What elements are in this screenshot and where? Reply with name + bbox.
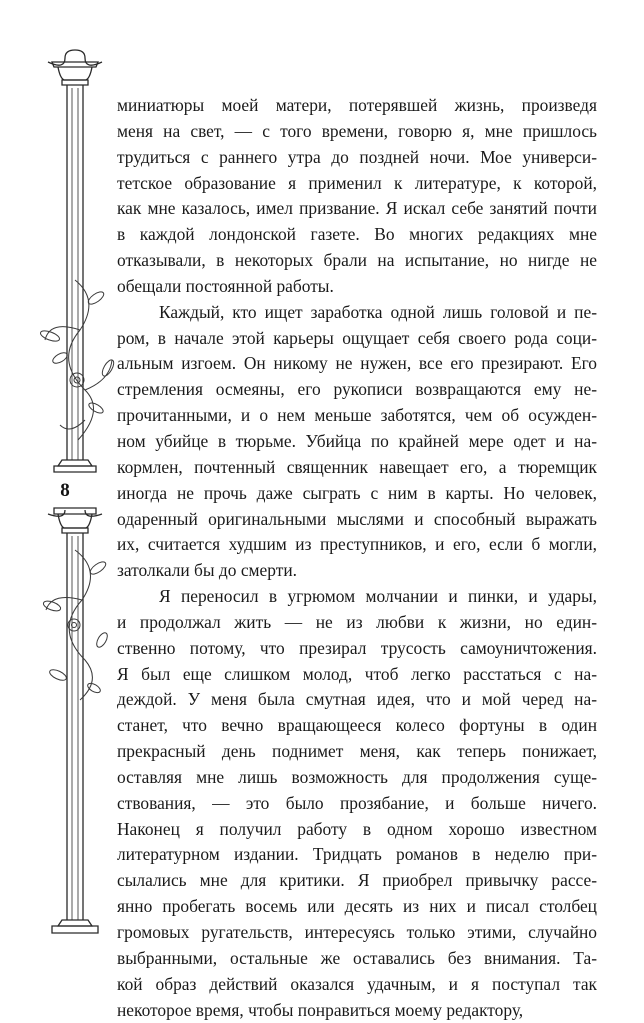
text-line: оставляя мне лишь возможность для продолжения суще- [117, 766, 597, 787]
text-line: и продолжал жить — не из любви к жизни, но един- [117, 611, 597, 632]
text-line: затолкали бы до смерти. [117, 560, 297, 581]
text-line: их, считается худшим из преступников, и его, если б могли, [117, 534, 597, 555]
text-line: ственно потому, что презирал трусость самоуничтожения. [117, 637, 597, 658]
text-line: янно пробегать восемь или десять из них и писал столбец [117, 896, 597, 917]
text-line: как мне казалось, имел призвание. Я искал себе занятий почти [117, 198, 597, 219]
text-line: литературном издании. Тридцать романов в неделю при- [117, 844, 597, 865]
text-line: сылались мне для критики. Я приобрел привычку рассе- [117, 870, 597, 891]
text-line: стремления осмеяны, его рукописи возвращаются ему не- [117, 379, 597, 400]
text-line: Я переносил в угрюмом молчании и пинки, и удары, [159, 586, 597, 607]
text-line: выбранными, остальные же оставались без внимания. Та- [117, 947, 597, 968]
text-line: Каждый, кто ищет заработка одной лишь головой и пе- [159, 301, 597, 322]
text-line: ром, в начале этой карьеры ощущает себя своего рода соци- [117, 327, 597, 348]
text-line: трудиться с раннего утра до поздней ночи. Мое универси- [117, 146, 597, 167]
text-line: Я был еще слишком молод, чтоб легко расстаться с на- [117, 663, 597, 684]
page-number: 8 [60, 480, 70, 501]
text-line: обещали постоянной работы. [117, 275, 334, 296]
body-text [117, 93, 597, 1023]
text-line: станет, что вечно вращающееся колесо фортуны в один [117, 715, 597, 736]
text-line: некоторое время, чтобы понравиться моему редактору, [117, 999, 524, 1020]
text-line: прочитанными, и о нем меньше заботятся, чем об осужден- [117, 405, 597, 426]
text-line: прекрасный день поднимет меня, как теперь понижает, [117, 741, 597, 762]
text-line: ном убийце в тюрьме. Убийца по крайней мере одет и на- [117, 430, 597, 451]
text-line: Наконец я получил работу в одном хорошо известном [117, 818, 597, 839]
text-line: одаренный оригинальными мыслями и способный выражать [117, 508, 597, 529]
text-line: кормлен, почтенный священник навещает его, а тюремщик [117, 456, 597, 477]
text-line: ствования, — это было прозябание, и больше ничего. [117, 792, 597, 813]
text-line: кой образ действий оказался удачным, и я поступал так [117, 973, 597, 994]
text-line: в каждой лондонской газете. Во многих редакциях мне [117, 224, 597, 245]
text-line: отказывали, в некоторых брали на испытание, но нигде не [117, 250, 597, 271]
text-line: деждой. У меня была смутная идея, что и мой черед на- [117, 689, 597, 710]
text-line: иногда не прочь даже сыграть с ним в карты. Но человек, [117, 482, 597, 503]
text-line: громовых ругательств, интересуясь только этими, случайно [117, 922, 597, 942]
text-line: миниатюры моей матери, потерявшей жизнь, произведя [117, 95, 597, 115]
text-line: альным изгоем. Он никому не нужен, все его презирают. Его [117, 353, 597, 374]
text-line: тетское образование я применил к литературе, к которой, [117, 172, 597, 193]
text-line: меня на свет, — с того времени, говорю я, мне пришлось [117, 120, 597, 141]
